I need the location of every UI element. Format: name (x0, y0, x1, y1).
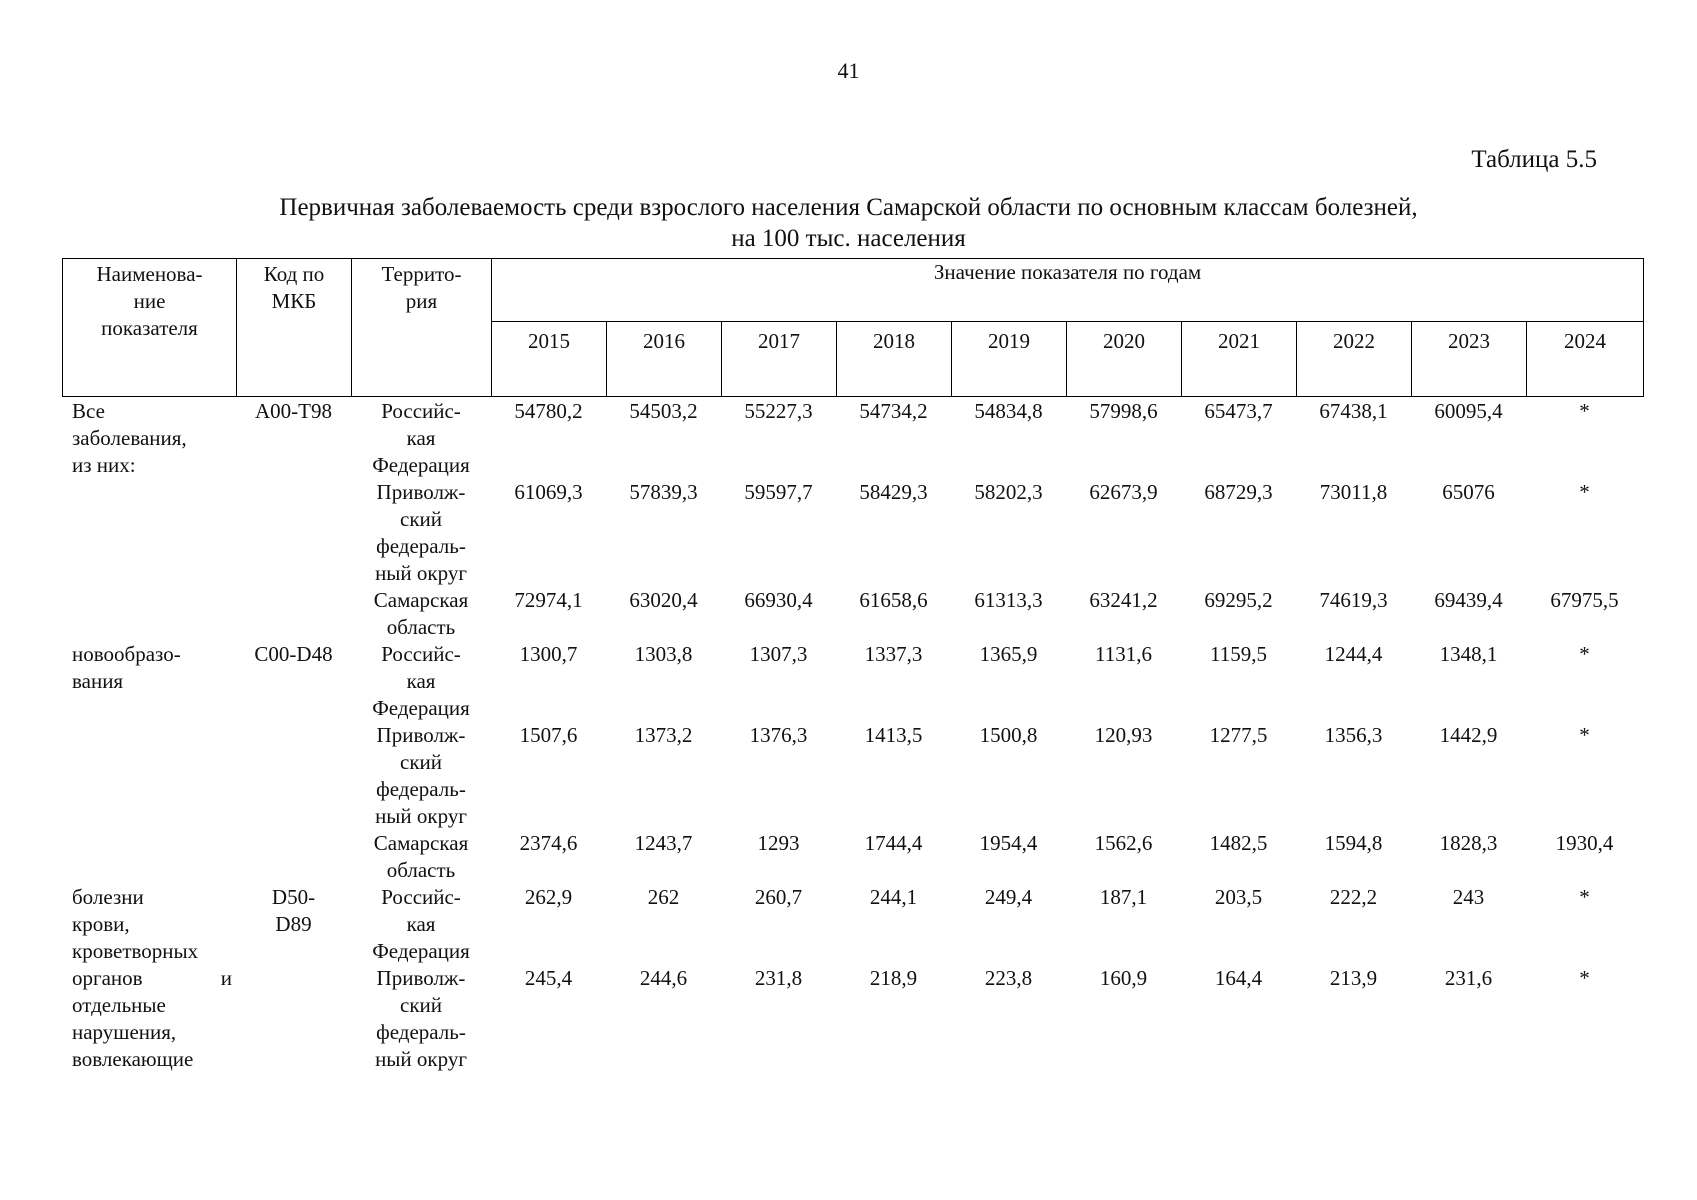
territory-line: Российс- (381, 399, 461, 423)
territory-line: ский (400, 507, 442, 531)
icd-code-cell (236, 884, 351, 1073)
table-title (0, 192, 1697, 254)
value-cell: 1293 (757, 831, 800, 855)
indicator-name-line: вания (72, 669, 124, 693)
value-cell: 65076 (1442, 480, 1495, 504)
territory-cell (351, 398, 491, 479)
value-cell: 1307,3 (749, 642, 808, 666)
value-cell: 62673,9 (1089, 480, 1158, 504)
value-cell: 1337,3 (864, 642, 923, 666)
value-cell: 1131,6 (1095, 642, 1152, 666)
value-cell: 65473,7 (1204, 399, 1273, 423)
value-cell: 60095,4 (1434, 399, 1503, 423)
icd-code-line: C00-D48 (254, 642, 333, 666)
value-cell: 58429,3 (859, 480, 928, 504)
value-cell: 1954,4 (979, 831, 1038, 855)
indicator-name-line: кроветворных (72, 939, 199, 963)
value-cell: 1159,5 (1210, 642, 1267, 666)
value-cell: 54503,2 (629, 399, 698, 423)
value-cell: 59597,7 (744, 480, 813, 504)
value-cell: 218,9 (869, 966, 918, 990)
value-cell: * (1579, 642, 1590, 666)
value-cell: 1373,2 (634, 723, 693, 747)
value-cell: 54834,8 (974, 399, 1043, 423)
value-cell: 213,9 (1329, 966, 1378, 990)
header-name-cell (63, 259, 237, 397)
indicator-name-line: нарушения, (72, 1020, 177, 1044)
territory-line: Федерация (372, 453, 470, 477)
table-row (62, 884, 1643, 965)
territory-line: федераль- (376, 777, 466, 801)
value-cell: 55227,3 (744, 399, 813, 423)
territory-line: Приволж- (376, 723, 466, 747)
value-cell: 69295,2 (1204, 588, 1273, 612)
icd-code-cell (236, 398, 351, 641)
territory-cell (351, 641, 491, 722)
territory-line: область (386, 858, 456, 882)
value-cell: 222,2 (1329, 885, 1378, 909)
header-territory-line: Террито- (381, 262, 462, 286)
value-cell: 243 (1452, 885, 1485, 909)
value-cell: 1243,7 (634, 831, 693, 855)
value-cell: 1365,9 (979, 642, 1038, 666)
value-cell: 1828,3 (1439, 831, 1498, 855)
territory-line: Федерация (372, 939, 470, 963)
territory-cell (351, 965, 491, 1073)
header-year: 2021 (1182, 322, 1297, 397)
indicator-name-line: крови, (72, 912, 130, 936)
value-cell: * (1579, 885, 1590, 909)
indicator-name-line: Все (72, 399, 105, 423)
header-territory-line: рия (405, 289, 438, 313)
table-row (62, 398, 1643, 479)
value-cell: 57839,3 (629, 480, 698, 504)
header-year: 2017 (722, 322, 837, 397)
value-cell: 244,1 (869, 885, 918, 909)
header-year: 2019 (952, 322, 1067, 397)
value-cell: 1413,5 (864, 723, 923, 747)
header-values-cell: Значение показателя по годам (492, 259, 1644, 322)
table-row (62, 641, 1643, 722)
territory-line: ский (400, 993, 442, 1017)
value-cell: 1277,5 (1209, 723, 1268, 747)
value-cell: 73011,8 (1319, 480, 1388, 504)
territory-line: федераль- (376, 1020, 466, 1044)
header-year: 2024 (1527, 322, 1644, 397)
header-year: 2020 (1067, 322, 1182, 397)
value-cell: 63020,4 (629, 588, 698, 612)
value-cell: 1348,1 (1439, 642, 1498, 666)
value-cell: 164,4 (1214, 966, 1263, 990)
header-year: 2015 (492, 322, 607, 397)
territory-line: Федерация (372, 696, 470, 720)
territory-line: Самарская (373, 588, 469, 612)
title-line-1: Первичная заболеваемость среди взрослого населения Самарской области по основным классам болезней, (279, 194, 1418, 221)
value-cell: 1303,8 (634, 642, 693, 666)
territory-line: кая (406, 912, 436, 936)
header-year: 2016 (607, 322, 722, 397)
territory-line: Российс- (381, 885, 461, 909)
value-cell: * (1579, 966, 1590, 990)
indicator-name-line: новообразо- (72, 642, 181, 666)
indicator-name-cell (62, 398, 236, 641)
value-cell: 61069,3 (514, 480, 583, 504)
value-cell: 54734,2 (859, 399, 928, 423)
value-cell: 1376,3 (749, 723, 808, 747)
value-cell: 54780,2 (514, 399, 583, 423)
indicator-name-line: болезни (72, 885, 144, 909)
value-cell: 1507,6 (519, 723, 578, 747)
value-cell: 262 (647, 885, 680, 909)
icd-code-line: D50- (271, 885, 316, 909)
header-code-cell (237, 259, 352, 397)
territory-cell (351, 830, 491, 884)
value-cell: 1930,4 (1555, 831, 1614, 855)
value-cell: 61658,6 (859, 588, 928, 612)
territory-line: ский (400, 750, 442, 774)
territory-cell (351, 722, 491, 830)
value-cell: 203,5 (1214, 885, 1263, 909)
territory-line: Приволж- (376, 966, 466, 990)
value-cell: 244,6 (639, 966, 688, 990)
value-cell: 260,7 (754, 885, 803, 909)
indicator-name-line: заболевания, (72, 426, 187, 450)
value-cell: 67975,5 (1550, 588, 1619, 612)
value-cell: 72974,1 (514, 588, 583, 612)
value-cell: 67438,1 (1319, 399, 1388, 423)
value-cell: 74619,3 (1319, 588, 1388, 612)
indicator-name-line: отдельные (72, 993, 166, 1017)
value-cell: 1300,7 (519, 642, 578, 666)
value-cell: 262,9 (524, 885, 573, 909)
value-cell: 1562,6 (1094, 831, 1153, 855)
territory-line: область (386, 615, 456, 639)
indicator-name-line: органов и (72, 966, 232, 990)
territory-line: ный округ (375, 1047, 467, 1071)
value-cell: 68729,3 (1204, 480, 1273, 504)
indicator-name-cell (62, 884, 236, 1073)
icd-code-line: D89 (275, 912, 312, 936)
territory-line: кая (406, 426, 436, 450)
territory-line: федераль- (376, 534, 466, 558)
header-code-line: Код по (263, 262, 325, 286)
header-name-line: Наименова- (96, 262, 203, 286)
value-cell: 1744,4 (864, 831, 923, 855)
indicator-name-line: вовлекающие (72, 1047, 194, 1071)
value-cell: * (1579, 723, 1590, 747)
value-cell: 249,4 (984, 885, 1033, 909)
icd-code-line: A00-T98 (255, 399, 332, 423)
page-number: 41 (837, 58, 860, 83)
value-cell: 1442,9 (1439, 723, 1498, 747)
value-cell: 231,6 (1444, 966, 1493, 990)
table-label: Таблица 5.5 (1471, 146, 1597, 173)
territory-line: ный округ (375, 561, 467, 585)
table-header (62, 258, 1644, 397)
value-cell: 231,8 (754, 966, 803, 990)
value-cell: 1244,4 (1324, 642, 1383, 666)
value-cell: 58202,3 (974, 480, 1043, 504)
value-cell: 66930,4 (744, 588, 813, 612)
value-cell: 57998,6 (1089, 399, 1158, 423)
indicator-name-line: из них: (72, 453, 136, 477)
value-cell: 69439,4 (1434, 588, 1503, 612)
value-cell: * (1579, 480, 1590, 504)
value-cell: 1594,8 (1324, 831, 1383, 855)
territory-line: ный округ (375, 804, 467, 828)
territory-cell (351, 479, 491, 587)
value-cell: * (1579, 399, 1590, 423)
value-cell: 223,8 (984, 966, 1033, 990)
territory-line: Самарская (373, 831, 469, 855)
indicator-name-cell (62, 641, 236, 884)
value-cell: 187,1 (1099, 885, 1148, 909)
value-cell: 63241,2 (1089, 588, 1158, 612)
territory-cell (351, 884, 491, 965)
value-cell: 2374,6 (519, 831, 578, 855)
header-code-line: МКБ (271, 289, 317, 313)
territory-line: Приволж- (376, 480, 466, 504)
header-year: 2023 (1412, 322, 1527, 397)
territory-cell (351, 587, 491, 641)
header-name-line: показателя (101, 316, 198, 340)
icd-code-cell (236, 641, 351, 884)
value-cell: 1356,3 (1324, 723, 1383, 747)
value-cell: 245,4 (524, 966, 573, 990)
title-line-2: на 100 тыс. населения (731, 225, 966, 252)
header-name-line: ние (133, 289, 166, 313)
value-cell: 61313,3 (974, 588, 1043, 612)
table-body (62, 398, 1643, 1073)
value-cell: 120,93 (1094, 723, 1153, 747)
value-cell: 1482,5 (1209, 831, 1268, 855)
value-cell: 1500,8 (979, 723, 1038, 747)
value-cell: 160,9 (1099, 966, 1148, 990)
header-year: 2018 (837, 322, 952, 397)
header-year: 2022 (1297, 322, 1412, 397)
territory-line: Российс- (381, 642, 461, 666)
header-territory-cell (352, 259, 492, 397)
territory-line: кая (406, 669, 436, 693)
